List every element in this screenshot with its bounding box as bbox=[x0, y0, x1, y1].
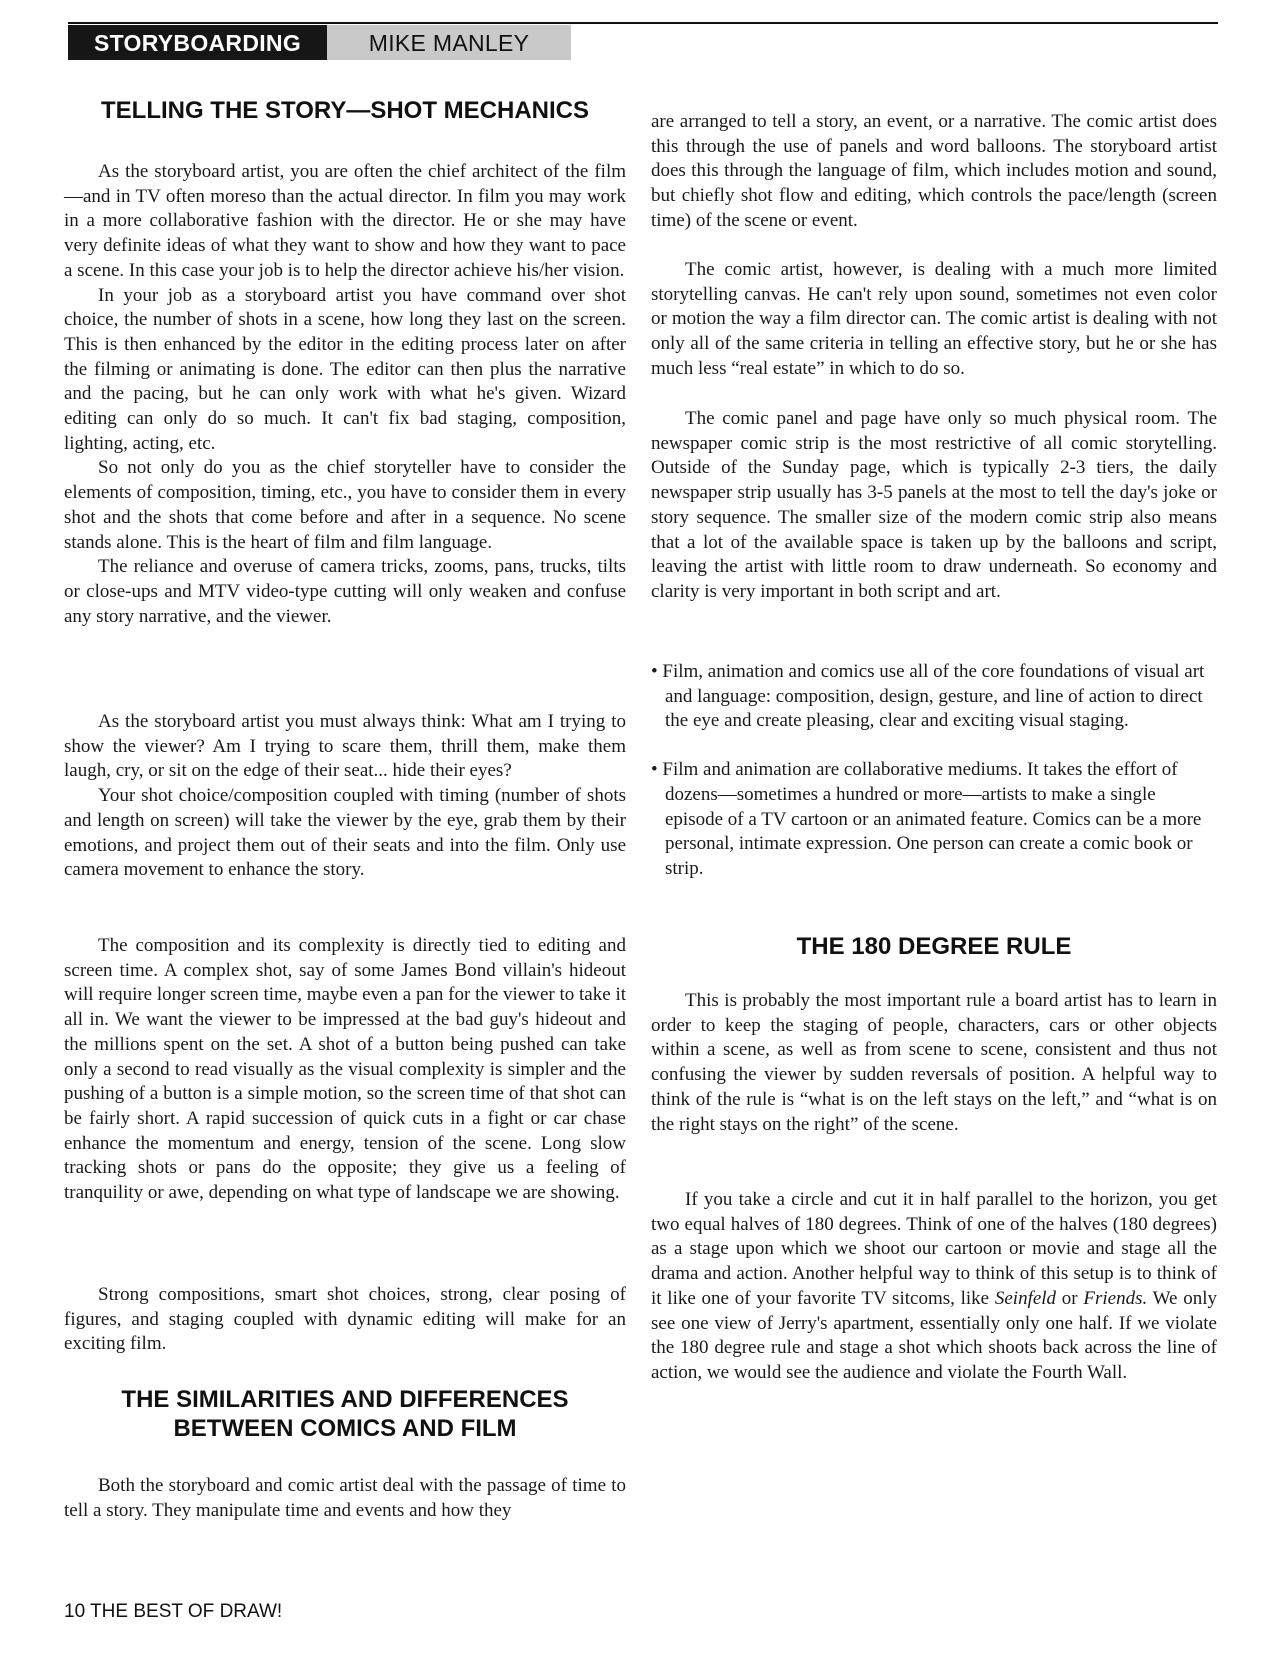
heading-180-degree-rule: THE 180 DEGREE RULE bbox=[796, 933, 1072, 960]
paragraph: The composition and its complexity is directly tied to editing and screen time. A complex shot, say of some James Bond villain's hideout will require longer screen time, maybe even a pan for the viewer to take it all in. We want the viewer to be impressed at the bad guy's hideout and the millions spent on the set. A shot of a button being pushed can take only a second to read visually as the visual complexity is simpler and the pushing of a button is a simple motion, so the screen time of that shot can be fairly short. A rapid succession of quick cuts in a fight or car chase enhance the momentum and energy, tension of the scene. Long slow tracking shots or pans do the opposite; they give us a feeling of tranquility or awe, depending on what type of landscape we are showing. bbox=[64, 935, 626, 1204]
list-item: • Film, animation and comics use all of the core foundations of visual art and language: composition, design, gesture, and line of action to direct the eye and create pleasing, clear and exciting visual staging. bbox=[651, 660, 1217, 734]
header-rule bbox=[68, 22, 1218, 24]
paragraph: Your shot choice/composition coupled with timing (number of shots and length on screen) will take the viewer by the eye, grab them by their emotions, and project them out of their seats and into the film. Only use camera movement to enhance the story. bbox=[64, 785, 626, 881]
text-block bbox=[651, 258, 1217, 382]
text-block bbox=[64, 160, 626, 629]
text-block bbox=[64, 710, 626, 883]
text-block bbox=[651, 407, 1217, 605]
paragraph: are arranged to tell a story, an event, or a narrative. The comic artist does this through the use of panels and word balloons. The storyboard artist does this through the language of film, which includes motion and sound, but chiefly shot flow and editing, which controls the pace/length (screen time) of the scene or event. bbox=[651, 111, 1217, 231]
paragraph: The comic artist, however, is dealing with a much more limited storytelling canvas. He can't rely upon sound, sometimes not even color or motion the way a film director can. The comic artist is dealing with not only all of the same criteria in telling an effective story, but he or she has much less “real estate” in which to do so. bbox=[651, 259, 1217, 379]
paragraph: In your job as a storyboard artist you have command over shot choice, the number of shots in a scene, how long they last on the screen. This is then enhanced by the editor in the editing process later on after the filming or animating is done. The editor can then plus the narrative and the pacing, but he can only work with what he's given. Wizard editing can only do so much. It can't fix bad staging, composition, lighting, acting, etc. bbox=[64, 284, 626, 454]
paragraph bbox=[651, 1188, 1217, 1386]
text-block bbox=[64, 1474, 626, 1523]
list-item: • Film and animation are collaborative mediums. It takes the effort of dozens—sometimes a hundred or more—artists to make a single episode of a TV cartoon or an animated feature. Comics can be a more personal, intimate expression. One person can create a comic book or strip. bbox=[651, 758, 1217, 882]
heading-shot-mechanics: TELLING THE STORY—SHOT MECHANICS bbox=[100, 97, 589, 124]
paragraph: Strong compositions, smart shot choices, strong, clear posing of figures, and staging coupled with dynamic editing will make for an exciting film. bbox=[64, 1284, 626, 1355]
page-footer: 10 THE BEST OF DRAW! bbox=[64, 1601, 283, 1622]
text-run: We only see one view of Jerry's apartment, essentially only one half. If we violate the 180 degree rule and stage a shot which shoots back across the line of action, we would see the audience and violate the Fourth Wall. bbox=[651, 1287, 1218, 1383]
show-title: Friends. bbox=[1083, 1287, 1148, 1309]
paragraph: As the storyboard artist you must always think: What am I trying to show the viewer? Am I trying to scare them, thrill them, make them laugh, cry, or sit on the edge of their seat... hide their eyes? bbox=[64, 711, 626, 782]
paragraph: Both the storyboard and comic artist deal with the passage of time to tell a story. They manipulate time and events and how they bbox=[64, 1475, 626, 1521]
text-block bbox=[651, 1188, 1217, 1386]
heading-comics-film-line1: THE SIMILARITIES AND DIFFERENCES bbox=[121, 1386, 569, 1413]
text-block bbox=[651, 110, 1217, 234]
bullet-list bbox=[651, 660, 1217, 882]
paragraph: The reliance and overuse of camera tricks, zooms, pans, trucks, tilts or close-ups and MTV video-type cutting will only weaken and confuse any story narrative, and the viewer. bbox=[64, 556, 626, 627]
paragraph: The comic panel and page have only so much physical room. The newspaper comic strip is the most restrictive of all comic storytelling. Outside of the Sunday page, which is typically 2-3 tiers, the daily newspaper strip usually has 3-5 panels at the most to tell the day's joke or story sequence. The smaller size of the modern comic strip also means that a lot of the available space is taken up by the balloons and script, leaving the artist with little room to draw underneath. So economy and clarity is very important in both script and art. bbox=[651, 408, 1217, 602]
paragraph: So not only do you as the chief storyteller have to consider the elements of composition, timing, etc., you have to consider them in every shot and the shots that come before and after in a sequence. No scene stands alone. This is the heart of film and film language. bbox=[64, 457, 626, 553]
show-title: Seinfeld bbox=[994, 1287, 1057, 1309]
text-run: If you take a circle and cut it in half parallel to the horizon, you get two equal halves of 180 degrees. Think of one of the halves (180 degrees) as a stage upon which we shoot our cartoon or movie and stage all the drama and action. Another helpful way to think of this setup is to think of it like one of your favorite TV sitcoms, like bbox=[651, 1189, 1217, 1309]
paragraph: As the storyboard artist, you are often the chief architect of the film—and in TV often moreso than the actual director. In film you may work in a more collaborative fashion with the director. He or she may have very definite ideas of what they want to show and how they want to pace a scene. In this case your job is to help the director achieve his/her vision. bbox=[64, 161, 626, 281]
text-run: or bbox=[1056, 1287, 1084, 1309]
text-block bbox=[64, 1283, 626, 1357]
text-block bbox=[651, 989, 1217, 1137]
section-tag: STORYBOARDING bbox=[68, 25, 327, 60]
text-block bbox=[64, 934, 626, 1206]
paragraph: This is probably the most important rule a board artist has to learn in order to keep the staging of people, characters, cars or other objects within a scene, as well as from scene to scene, consistent and thus not confusing the viewer by sudden reversals of position. A helpful way to think of the rule is “what is on the left stays on the left,” and “what is on the right stays on the right” of the scene. bbox=[651, 990, 1217, 1135]
heading-comics-film-line2: BETWEEN COMICS AND FILM bbox=[173, 1415, 517, 1442]
author-tag: MIKE MANLEY bbox=[327, 25, 571, 60]
